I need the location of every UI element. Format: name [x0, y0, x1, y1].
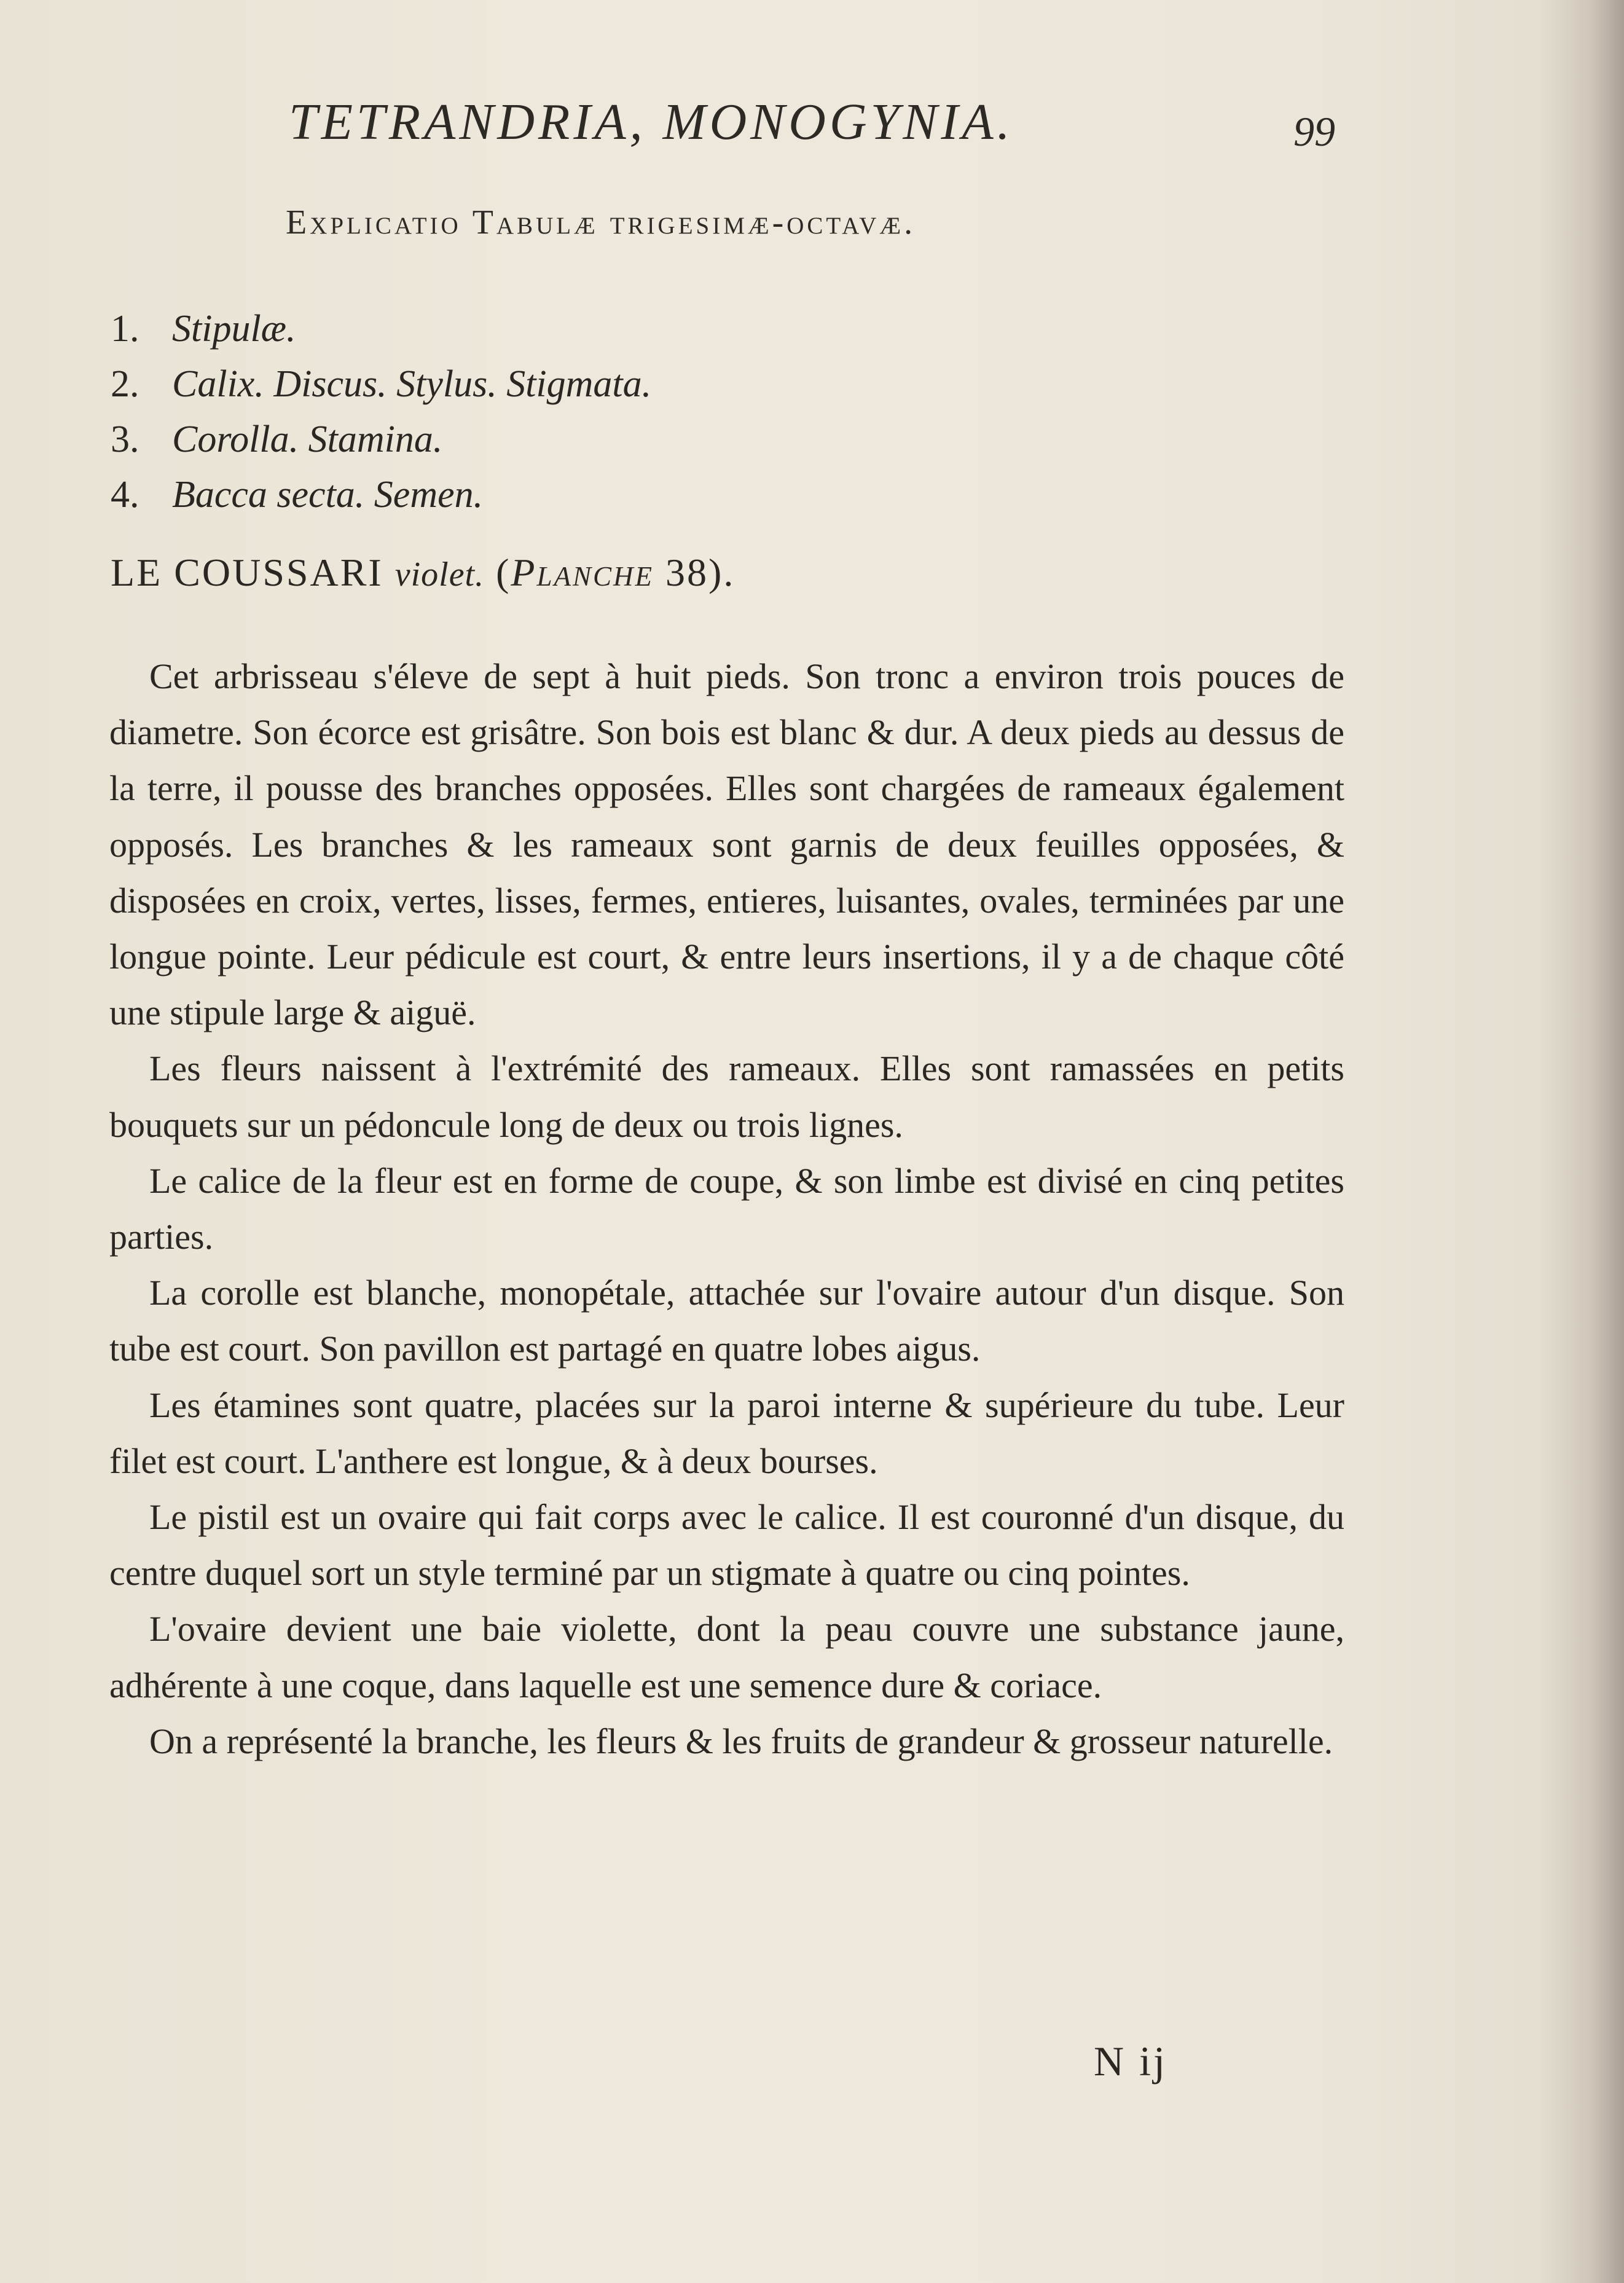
running-title: TETRANDRIA, MONOGYNIA. [289, 93, 1014, 151]
plate-number: 38). [665, 551, 736, 594]
list-item [111, 412, 651, 467]
list-item [111, 301, 651, 356]
paragraph: Cet arbrisseau s'éleve de sept à huit pieds. Son tronc a environ trois pouces de diametre. Son écorce est grisâtre. Son bois est blanc & dur. A deux pieds au dessus de la terre, il pousse des branches opposées. Elles sont chargées de rameaux également opposés. Les branches & les rameaux sont garnis de deux feuilles opposées, & disposées en croix, vertes, lisses, fermes, entieres, luisantes, ovales, terminées par une longue pointe. Leur pédicule est court, & entre leurs insertions, il y a de chaque côté une stipule large & aiguë. [109, 656, 1344, 1033]
paragraph: Les étamines sont quatre, placées sur la paroi interne & supérieure du tube. Leur filet est court. L'anthere est longue, & à deux bourses. [109, 1385, 1344, 1481]
paragraph: La corolle est blanche, monopétale, attachée sur l'ovaire autour d'un disque. Son tube est court. Son pavillon est partagé en quatre lobes aigus. [109, 1273, 1344, 1369]
paragraph: L'ovaire devient une baie violette, dont la peau couvre une substance jaune, adhérente à une coque, dans laquelle est une semence dure & coriace. [109, 1609, 1344, 1705]
paragraph: Le calice de la fleur est en forme de coupe, & son limbe est divisé en cinq petites parties. [109, 1160, 1344, 1257]
paragraph: Le pistil est un ovaire qui fait corps avec le calice. Il est couronné d'un disque, du centre duquel sort un style terminé par un stigmate à quatre ou cinq pointes. [109, 1497, 1344, 1593]
list-item-number: 1. [111, 308, 139, 350]
list-item-text: Corolla. Stamina. [172, 418, 443, 460]
page-number: 99 [1293, 108, 1335, 155]
list-item-number: 3. [111, 418, 139, 460]
signature-mark: N ij [1094, 2038, 1167, 2085]
plate-explanation-heading: Explicatio Tabulæ trigesimæ-octavæ. [286, 203, 916, 242]
page-shadow-edge [1538, 0, 1624, 2283]
paragraph: Les fleurs naissent à l'extrémité des rameaux. Elles sont ramassées en petits bouquets sur un pédoncule long de deux ou trois lignes. [109, 1048, 1344, 1145]
plate-open-paren: ( [496, 551, 511, 594]
plate-figure-list [111, 301, 651, 522]
species-epithet: violet. [394, 556, 485, 594]
list-item [111, 467, 651, 522]
list-item-text: Bacca secta. Semen. [172, 474, 484, 516]
list-item-number: 2. [111, 363, 139, 405]
list-item-text: Stipulæ. [172, 308, 296, 350]
list-item [111, 356, 651, 412]
plate-label: Planche [511, 551, 654, 594]
list-item-text: Calix. Discus. Stylus. Stigmata. [172, 363, 652, 405]
species-title [111, 550, 735, 595]
species-name: LE COUSSARI [111, 551, 383, 594]
paragraph: On a représenté la branche, les fleurs & les fruits de grandeur & grosseur naturelle. [149, 1721, 1333, 1761]
list-item-number: 4. [111, 474, 139, 516]
description-text [109, 648, 1344, 1769]
